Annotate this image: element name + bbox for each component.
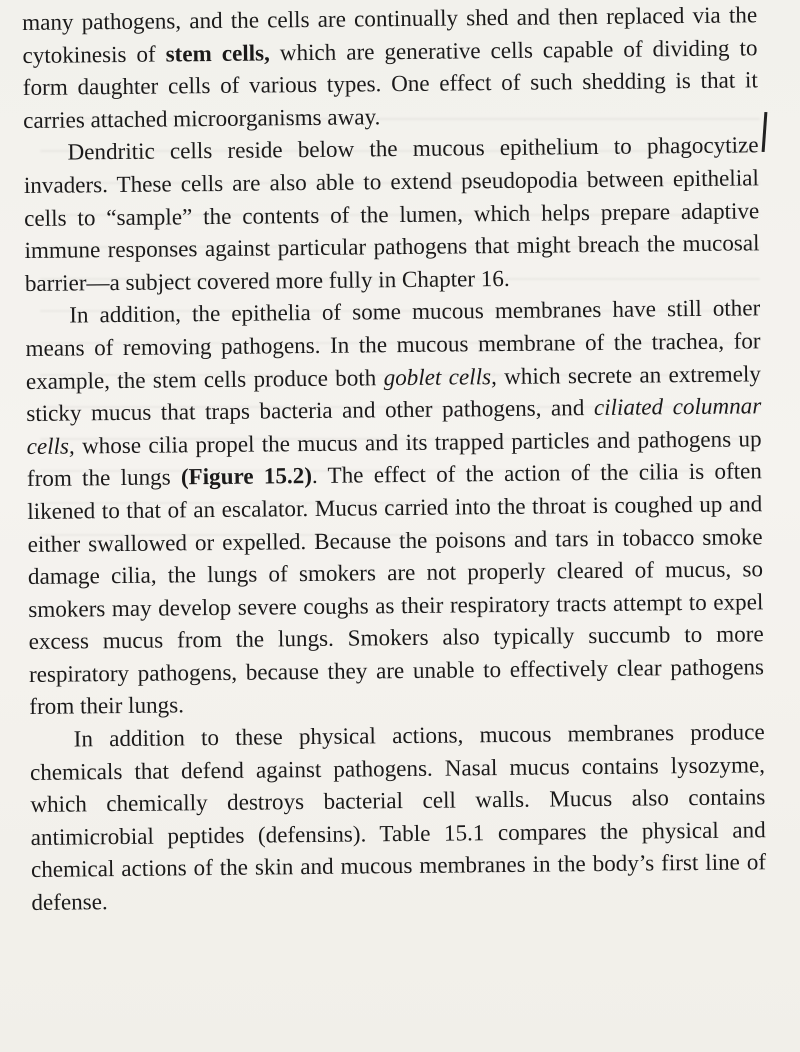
text-run: many pathogens, and the cells are continually shed and then replaced via the cytokinesis of <box>22 1 758 68</box>
text-run: which secrete an extremely sticky mucus that traps bacteria and other pathogens, and <box>26 359 762 427</box>
bold-text: stem cells, <box>165 39 270 67</box>
paragraph <box>22 0 758 136</box>
text-run: which are generative cells capable of dividing to form daughter cells of various types. One effect of such shedding is that it carries attached microorganisms away. <box>22 33 758 133</box>
bold-text: (Figure 15.2) <box>180 462 313 490</box>
paragraph <box>25 292 764 723</box>
body-text <box>22 0 767 919</box>
text-run: In addition to these physical actions, mucous membranes produce chemicals that defend against pathogens. Nasal mucus contains lysozyme, which chemically destroys bacterial cell walls. Mucus also contains antimicrobial peptides (defensins). Table 15.1 compares the physical and chemical actions of the skin and mucous membranes in the body’s first line of defense. <box>29 718 767 915</box>
paragraph <box>30 715 767 918</box>
margin-change-bar <box>762 112 768 152</box>
paragraph <box>23 129 760 300</box>
text-run: In addition, the epithelia of some mucous membranes have still other means of removing pathogens. In the mucous membrane of the trachea, for example, the stem cells produce both <box>25 294 761 394</box>
text-run: Dendritic cells reside below the mucous epithelium to phagocytize invaders. These cells are also able to extend pseudopodia between epithelial cells to “sample” the contents of the lumen, which helps prepare adaptive immune responses against particular pathogens that might breach the mucosal barrier—a subject covered more fully in Chapter 16. <box>23 131 760 296</box>
text-run: . The effect of the action of the cilia is often likened to that of an escalator. Mucus carried into the throat is coughed up and either swallowed or expelled. Because the poisons and tars in tobacco smoke damage cilia, the lungs of smokers are not properly cleared of mucus, so smokers may develop severe coughs as their respiratory tracts attempt to expel excess mucus from the lungs. Smokers also typically succumb to more respiratory pathogens, because they are unable to effectively clear pathogens from their lungs. <box>27 457 765 720</box>
italic-text: goblet cells, <box>383 362 497 390</box>
text-run: whose cilia propel the mucus and its trapped particles and pathogens up from the lungs <box>26 424 762 492</box>
italic-text: ciliated columnar cells, <box>26 392 762 459</box>
